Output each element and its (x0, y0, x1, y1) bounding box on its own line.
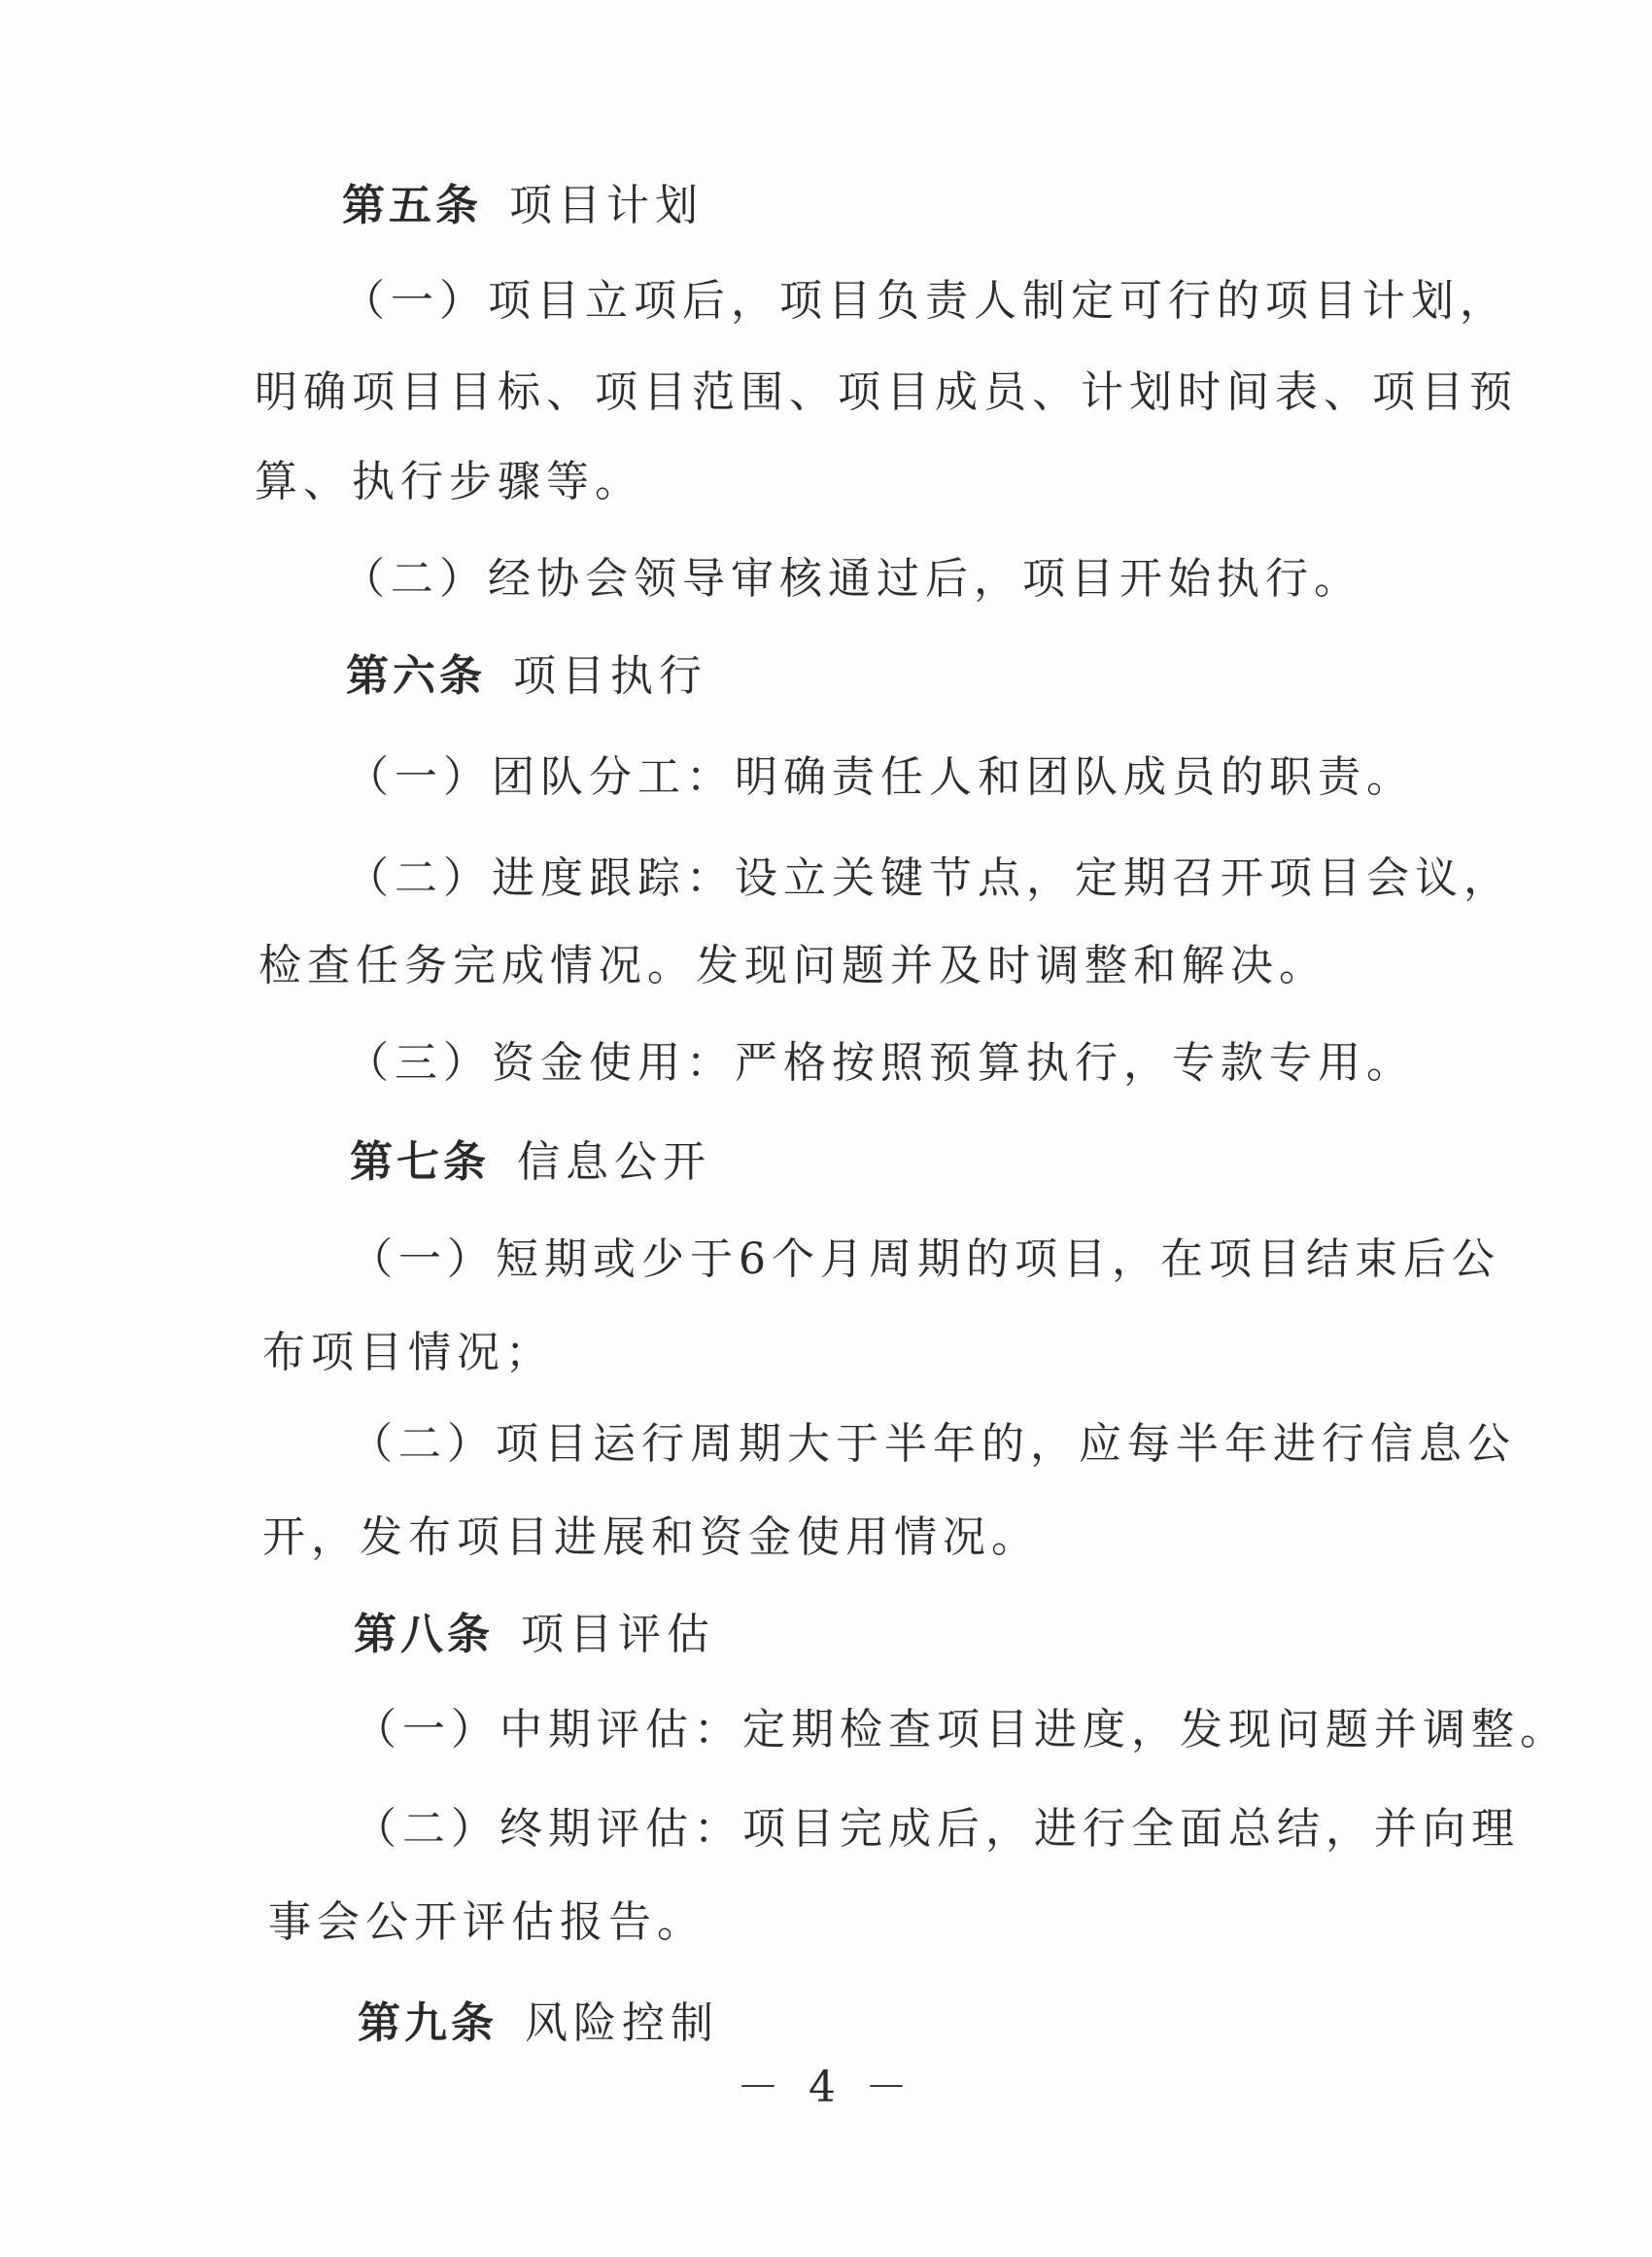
article-heading (350, 1133, 711, 1192)
paragraph-line: （二）项目运行周期大于半年的，应每半年进行信息公 (350, 1419, 1516, 1469)
article-heading (346, 647, 707, 706)
article-title: 风险控制 (525, 1998, 719, 2048)
article-number: 第九条 (358, 1998, 498, 2048)
paragraph-line: （一）中期评估：定期检查项目进度，发现问题并调整。 (354, 1705, 1568, 1754)
article-heading (342, 177, 704, 235)
article-number: 第五条 (342, 181, 482, 230)
paragraph-line: 检查任务完成情况。发现问题并及时调整和解决。 (258, 941, 1327, 990)
article-title: 项目计划 (509, 181, 704, 230)
article-heading (354, 1606, 715, 1664)
article-number: 第七条 (350, 1137, 490, 1187)
paragraph-line: 算、执行步骤等。 (255, 457, 643, 506)
paragraph-line: 开，发布项目进展和资金使用情况。 (262, 1512, 1040, 1562)
paragraph-line: 明确项目目标、项目范围、项目成员、计划时间表、项目预 (255, 367, 1518, 417)
paragraph-line: （二）进度跟踪：设立关键节点，定期召开项目会议， (346, 853, 1512, 903)
paragraph-line: （一）项目立项后，项目负责人制定可行的项目计划， (342, 276, 1508, 326)
article-heading (358, 1995, 719, 2053)
page-number: － 4 － (737, 2063, 915, 2112)
article-title: 信息公开 (517, 1137, 711, 1187)
article-number: 第八条 (354, 1610, 494, 1659)
paragraph-line: （二）经协会领导审核通过后，项目开始执行。 (342, 554, 1362, 604)
paragraph-line: （一）短期或少于6个月周期的项目，在项目结束后公 (350, 1234, 1500, 1284)
paragraph-line: 布项目情况； (262, 1328, 554, 1377)
article-number: 第六条 (346, 651, 486, 701)
paragraph-line: 事会公开评估报告。 (268, 1897, 706, 1947)
article-title: 项目评估 (521, 1610, 715, 1659)
article-title: 项目执行 (513, 651, 707, 701)
paragraph-line: （二）终期评估：项目完成后，进行全面总结，并向理 (354, 1804, 1520, 1854)
paragraph-line: （一）团队分工：明确责任人和团队成员的职责。 (346, 752, 1415, 802)
paragraph-line: （三）资金使用：严格按照预算执行，专款专用。 (346, 1038, 1415, 1088)
